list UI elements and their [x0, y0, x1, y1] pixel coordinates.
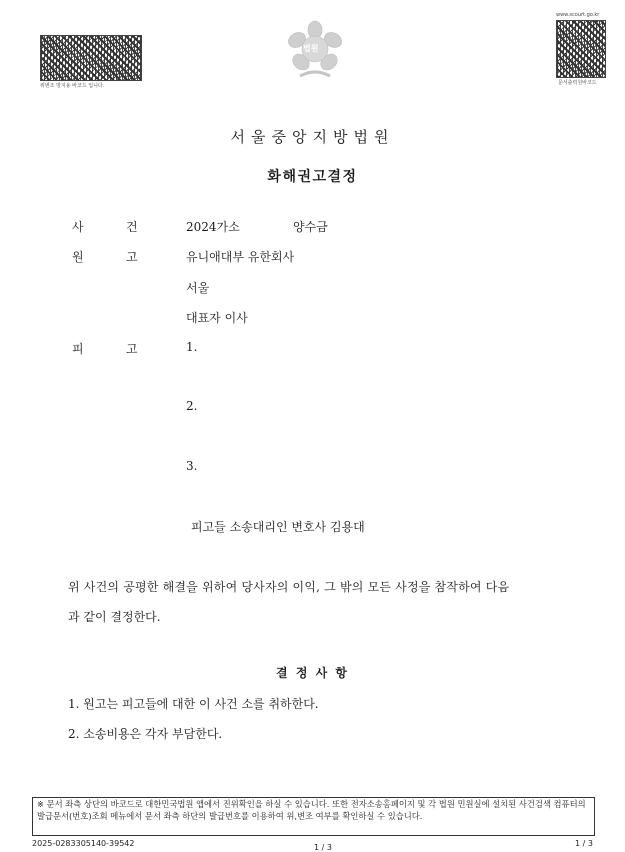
plaintiff-label-2: 고	[126, 250, 138, 264]
body-line-1: 위 사건의 공평한 해결을 위하여 당사자의 이익, 그 밖의 모든 사정을 참작하여 다음	[68, 580, 510, 594]
defendant-1: 1.	[186, 340, 198, 354]
plaintiff-representative: 대표자 이사	[186, 311, 248, 325]
court-name: 서울중앙지방법원	[230, 128, 395, 146]
defendant-3: 3.	[186, 459, 198, 473]
seal-text: 법원	[303, 44, 319, 53]
page-number-center: 1 / 3	[314, 843, 332, 852]
defendant-2: 2.	[186, 399, 198, 413]
plaintiff-label-1: 원	[72, 250, 84, 264]
decision-heading: 결 정 사 항	[276, 666, 349, 680]
page-number-right: 1 / 3	[575, 839, 593, 848]
defendant-label-2: 고	[126, 342, 138, 356]
document-qr-code	[556, 20, 606, 78]
case-number: 2024가소	[186, 220, 240, 234]
body-line-2: 과 같이 결정한다.	[68, 610, 161, 624]
issue-number: 2025-0283305140-39542	[32, 839, 135, 848]
defendant-label-1: 피	[72, 342, 84, 356]
verification-barcode	[40, 35, 142, 81]
barcode-caption: 위변조 방지용 바코드 입니다.	[40, 83, 105, 89]
court-url: www.scourt.go.kr	[556, 12, 600, 18]
document-title: 화해권고결정	[267, 169, 358, 185]
plaintiff-address: 서울	[186, 281, 210, 295]
verification-notice: ※ 문서 좌측 상단의 바코드로 대한민국법원 앱에서 진위확인을 하실 수 있습니다. 또한 전자소송홈페이지 및 각 법원 민원실에 설치된 사건검색 컴퓨터의 발급문서(번호)조회 메뉴에서 문서 좌측 하단의 발급번호를 이용하여 위,변조 여부를 확인하실 수 있습니다.	[32, 797, 595, 836]
decision-item-2: 2. 소송비용은 각자 부담한다.	[68, 727, 223, 741]
decision-item-1: 1. 원고는 피고들에 대한 이 사건 소를 취하한다.	[68, 697, 319, 711]
defendant-counsel: 피고들 소송대리인 변호사 김용대	[191, 520, 365, 534]
case-name: 양수금	[293, 220, 328, 234]
qr-caption: 문서출력원바코드	[558, 80, 597, 86]
case-label-2: 건	[126, 220, 138, 234]
plaintiff-name: 유니애대부 유한회사	[186, 250, 295, 264]
case-label-1: 사	[72, 220, 84, 234]
